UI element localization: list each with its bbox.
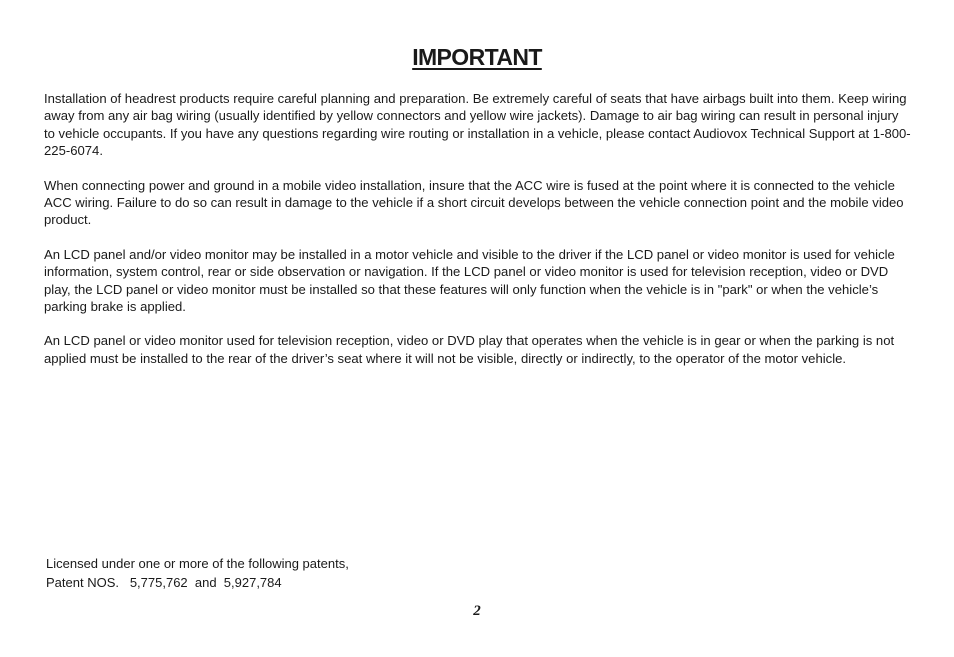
body-text <box>44 90 912 384</box>
paragraph-lcd-rear-install: An LCD panel or video monitor used for television reception, video or DVD play that operates when the vehicle is in gear or when the parking is not applied must be installed to the rear of the driver’s seat where it will not be visible, directly or indirectly, to the operator of the motor vehicle. <box>44 333 895 366</box>
page-number: 2 <box>473 603 481 619</box>
patent-numbers-line: Patent NOS. 5,775,762 and 5,927,784 <box>46 574 282 590</box>
patent-license-line: Licensed under one or more of the following patents, <box>46 556 349 571</box>
page-title: IMPORTANT <box>412 44 542 70</box>
paragraph-airbag-warning: Installation of headrest products require careful planning and preparation. Be extremely careful of seats that have airbags built into them. Keep wiring away from any air bag wiring (usually identified by yellow connectors and yellow wire jackets). Damage to air bag wiring can result in personal injury to vehicle occupants. If you have any questions regarding wire routing or installation in a vehicle, please contact Audiovox Technical Support at 1-800-225-6074. <box>44 91 911 159</box>
patent-notice <box>46 555 349 592</box>
paragraph-lcd-visibility: An LCD panel and/or video monitor may be installed in a motor vehicle and visible to the driver if the LCD panel or video monitor is used for vehicle information, system control, rear or side observation or navigation. If the LCD panel or video monitor is used for television reception, video or DVD play, the LCD panel or video monitor must be installed so that these features will only function when the vehicle is in "park" or when the vehicle’s parking brake is applied. <box>44 246 895 315</box>
paragraph-acc-wiring: When connecting power and ground in a mobile video installation, insure that the ACC wire is fused at the point where it is connected to the vehicle ACC wiring. Failure to do so can result in damage to the vehicle if a short circuit develops between the vehicle connection point and the mobile video product. <box>44 177 904 228</box>
